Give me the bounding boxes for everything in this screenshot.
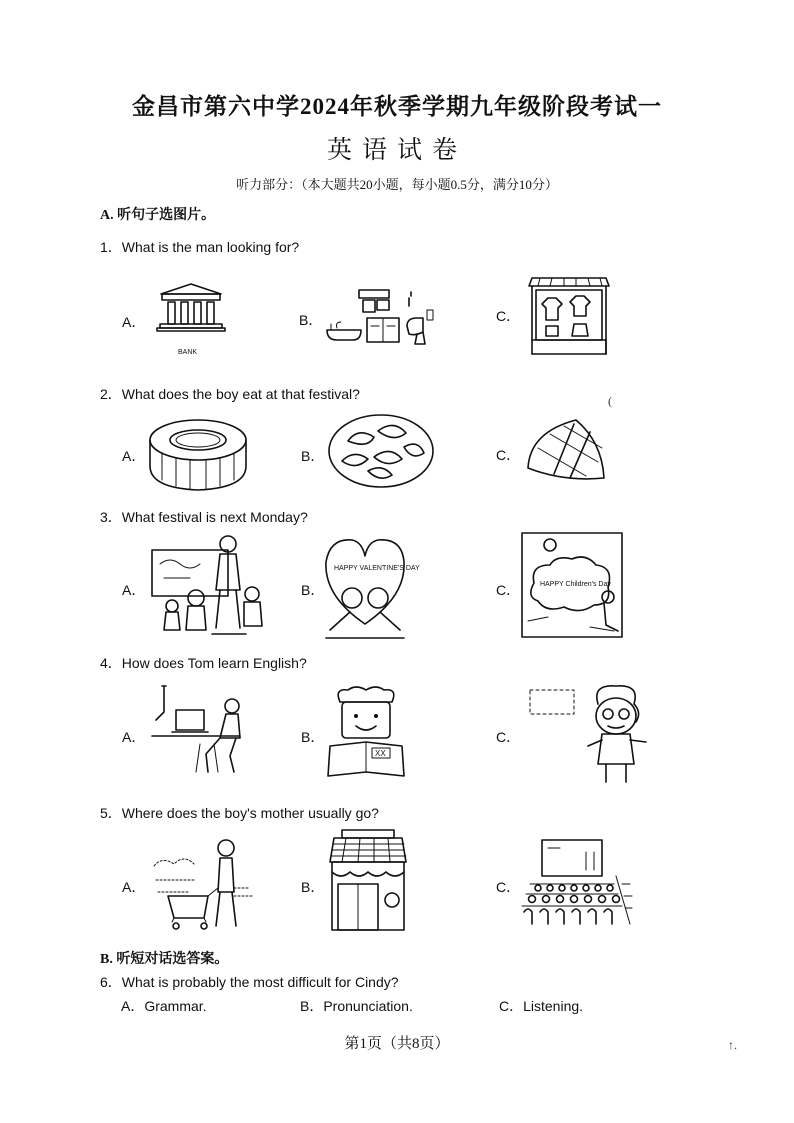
- q1-option-b: B．: [299, 312, 323, 328]
- reading-boy-icon: [326, 686, 408, 778]
- q2-option-c: C．: [496, 447, 521, 463]
- q6-choice-a: A．Grammar.: [121, 998, 207, 1014]
- margin-mark-bottom: ↑.: [728, 1038, 737, 1052]
- q6-choice-b: B．Pronunciation.: [300, 998, 413, 1014]
- question-1: 1．What is the man looking for?: [100, 239, 300, 255]
- mooncake-icon: [148, 416, 248, 496]
- zongzi-icon: [524, 418, 606, 482]
- childrens-day-icon: [520, 531, 624, 639]
- q1-option-c: C．: [496, 308, 521, 324]
- childrens-day-label: HAPPY Children's Day: [540, 581, 611, 588]
- bank-icon: [156, 280, 226, 360]
- clothes-shop-icon: [528, 276, 610, 356]
- bathroom-icon: [323, 288, 435, 348]
- supermarket-icon: [326, 828, 410, 932]
- margin-mark-top: (: [608, 394, 612, 408]
- q4-option-c: C．: [496, 729, 521, 745]
- computer-learner-icon: [150, 682, 250, 776]
- q2-option-a: A．: [122, 448, 146, 464]
- valentine-heart-icon: [322, 534, 420, 640]
- dumplings-icon: [328, 413, 434, 489]
- question-6: 6．What is probably the most difficult for Cindy?: [100, 974, 399, 990]
- teacher-class-icon: [150, 534, 270, 638]
- boy-talking-icon: [526, 682, 656, 786]
- q2-option-b: B．: [301, 448, 325, 464]
- cinema-icon: [520, 836, 632, 928]
- q5-option-b: B．: [301, 879, 325, 895]
- book-label: XX: [375, 749, 386, 758]
- exam-title: 金昌市第六中学2024年秋季学期九年级阶段考试一: [132, 94, 662, 119]
- section-a-heading: A. 听句子选图片。: [100, 208, 216, 223]
- question-4: 4．How does Tom learn English?: [100, 655, 307, 671]
- listening-note: 听力部分：（本大题共20小题，每小题0.5分，满分10分）: [236, 177, 558, 192]
- bank-label: BANK: [178, 349, 198, 356]
- page-number: 第1页（共8页）: [344, 1036, 450, 1052]
- exam-subtitle: 英语试卷: [326, 137, 467, 164]
- section-b-heading: B. 听短对话选答案。: [100, 952, 229, 967]
- shopping-cart-icon: [150, 836, 260, 932]
- q5-option-a: A．: [122, 879, 146, 895]
- q3-option-a: A．: [122, 582, 146, 598]
- q3-option-b: B．: [301, 582, 325, 598]
- question-5: 5．Where does the boy's mother usually go?: [100, 805, 379, 821]
- q5-option-c: C．: [496, 879, 521, 895]
- valentine-label: HAPPY VALENTINE'S DAY: [334, 565, 420, 572]
- q3-option-c: C．: [496, 582, 521, 598]
- q4-option-b: B．: [301, 729, 325, 745]
- q4-option-a: A．: [122, 729, 146, 745]
- q6-choice-c: C．Listening.: [499, 998, 584, 1014]
- q1-option-a: A．: [122, 314, 146, 330]
- question-3: 3．What festival is next Monday?: [100, 509, 308, 525]
- question-2: 2．What does the boy eat at that festival?: [100, 386, 360, 402]
